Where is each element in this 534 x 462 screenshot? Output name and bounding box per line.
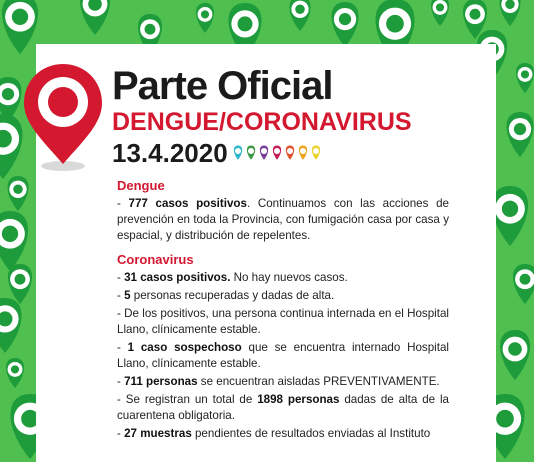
covid-line-discharged: - Se registran un total de 1898 personas dadas de alta de la cuarentena obligatoria. bbox=[117, 393, 450, 422]
page-title: Parte Oficial bbox=[112, 64, 333, 108]
map-pin-icon bbox=[0, 211, 28, 271]
map-pin-icon bbox=[500, 330, 530, 380]
covid-line-suspected: - 1 caso sospechoso que se encuentra internado Hospital Llano, clínicamente estable. bbox=[117, 341, 449, 370]
map-pin-icon bbox=[516, 63, 534, 93]
map-pin-icon bbox=[196, 3, 214, 33]
coronavirus-heading: Coronavirus bbox=[117, 252, 194, 267]
map-pin-icon bbox=[0, 298, 22, 353]
page-subtitle: DENGUE/CORONAVIRUS bbox=[112, 108, 412, 136]
map-pin-icon bbox=[0, 114, 23, 179]
map-pin-icon bbox=[286, 146, 294, 160]
map-pin-icon bbox=[299, 146, 307, 160]
map-pin-icon bbox=[500, 0, 521, 26]
bulletin-content bbox=[117, 178, 449, 444]
map-pin-icon bbox=[234, 146, 242, 160]
map-pin-icon bbox=[332, 2, 359, 47]
colored-pins-icon bbox=[232, 144, 332, 164]
map-pin-icon bbox=[312, 146, 320, 160]
map-pin-icon bbox=[247, 146, 255, 160]
map-pin-icon bbox=[8, 264, 32, 304]
map-pin-icon bbox=[431, 0, 449, 26]
map-pin-icon bbox=[22, 62, 104, 174]
dengue-paragraph: - 777 casos positivos. Continuamos con las acciones de prevención en toda la Provincia, con fumigación casa por casa y espacial, y distribución de repelentes. bbox=[117, 197, 449, 242]
covid-line-hospitalized: - De los positivos, una persona continua internada en el Hospital Llano, clínicamente estable. bbox=[117, 307, 449, 336]
map-pin-icon bbox=[507, 112, 534, 157]
map-pin-icon bbox=[290, 0, 311, 31]
covid-line-positive: - 31 casos positivos. No hay nuevos casos. bbox=[117, 271, 348, 284]
map-pin-icon bbox=[260, 146, 268, 160]
map-pin-icon bbox=[2, 0, 38, 54]
map-pin-icon bbox=[80, 0, 110, 35]
covid-line-recovered: - 5 personas recuperadas y dadas de alta. bbox=[117, 289, 335, 302]
map-pin-icon bbox=[492, 186, 528, 246]
dengue-cases: 777 casos positivos bbox=[128, 197, 247, 210]
map-pin-icon bbox=[513, 264, 534, 304]
covid-line-isolated: - 711 personas se encuentran aisladas PREVENTIVAMENTE. bbox=[117, 375, 440, 388]
map-pin-icon bbox=[8, 176, 29, 211]
map-pin-icon bbox=[273, 146, 281, 160]
covid-line-samples: - 27 muestras pendientes de resultados enviadas al Instituto bbox=[117, 427, 431, 440]
dengue-heading: Dengue bbox=[117, 178, 165, 193]
map-pin-icon bbox=[6, 358, 24, 388]
bulletin-date: 13.4.2020 bbox=[112, 138, 228, 168]
